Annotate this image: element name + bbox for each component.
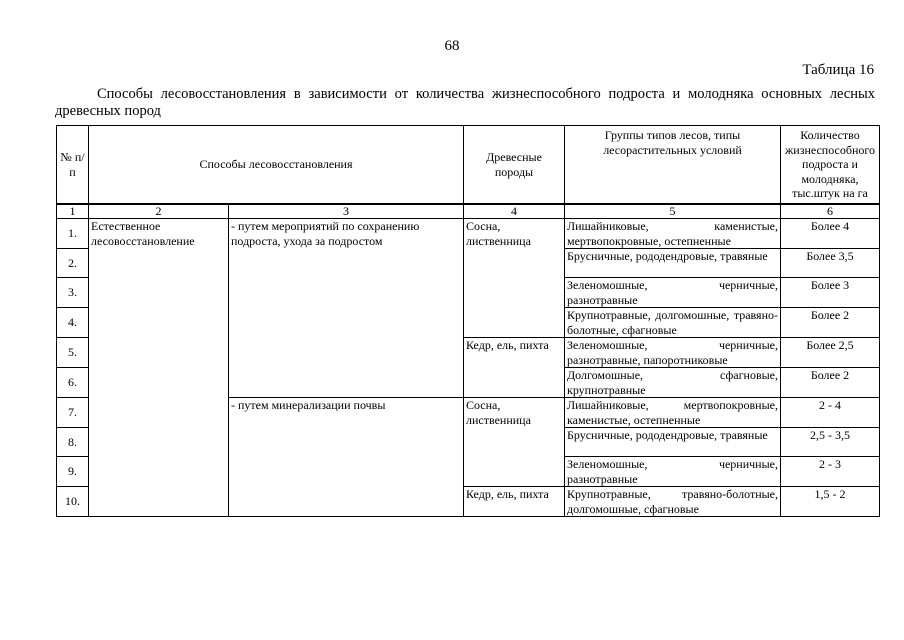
column-number: 5 xyxy=(565,204,781,219)
forest-group: Крупнотравные, травяно-болотные, долгомошные, сфагновые xyxy=(565,487,781,517)
forest-group: Брусничные, рододендровые, травяные xyxy=(565,428,781,457)
table-caption: Способы лесовосстановления в зависимости от количества жизнеспособного подроста и молодняка основных лесных древесных пород xyxy=(55,86,875,119)
forest-group: Зеленомошные, черничные, разнотравные, папоротниковые xyxy=(565,338,781,368)
forest-group: Лишайниковые, мертвопокровные, каменистые, остепненные xyxy=(565,398,781,428)
quantity-value: Более 2 xyxy=(781,368,880,398)
column-number: 1 xyxy=(57,204,89,219)
submethod: - путем мероприятий по сохранению подроста, ухода за подростом xyxy=(229,219,464,398)
forest-group: Брусничные, рододендровые, травяные xyxy=(565,249,781,278)
quantity-value: Более 3,5 xyxy=(781,249,880,278)
header-quantity: Количество жизнеспособного подроста и молодняка, тыс.штук на га xyxy=(781,126,880,205)
method-main: Естественное лесовосстановление xyxy=(89,219,229,517)
submethod: - путем минерализации почвы xyxy=(229,398,464,517)
forest-group: Лишайниковые, каменистые, мертвопокровные, остепненные xyxy=(565,219,781,249)
table-row xyxy=(57,219,880,249)
quantity-value: Более 2 xyxy=(781,308,880,338)
column-number: 4 xyxy=(464,204,565,219)
row-number: 6. xyxy=(57,368,89,398)
forest-group: Долгомошные, сфагновые, крупнотравные xyxy=(565,368,781,398)
species-cell: Сосна, лиственница xyxy=(464,398,565,487)
column-number: 6 xyxy=(781,204,880,219)
species-cell: Кедр, ель, пихта xyxy=(464,338,565,398)
column-number: 2 xyxy=(89,204,229,219)
row-number: 7. xyxy=(57,398,89,428)
row-number: 8. xyxy=(57,428,89,457)
header-num: № п/п xyxy=(57,126,89,205)
header-species: Древесные породы xyxy=(464,126,565,205)
quantity-value: Более 4 xyxy=(781,219,880,249)
quantity-value: 1,5 - 2 xyxy=(781,487,880,517)
species-cell: Сосна, лиственница xyxy=(464,219,565,338)
row-number: 2. xyxy=(57,249,89,278)
quantity-value: 2,5 - 3,5 xyxy=(781,428,880,457)
forest-group: Зеленомошные, черничные, разнотравные xyxy=(565,457,781,487)
quantity-value: 2 - 4 xyxy=(781,398,880,428)
header-row xyxy=(57,126,880,205)
column-number: 3 xyxy=(229,204,464,219)
page-number: 68 xyxy=(444,38,460,54)
quantity-value: 2 - 3 xyxy=(781,457,880,487)
row-number: 3. xyxy=(57,278,89,308)
row-number: 10. xyxy=(57,487,89,517)
table-label: Таблица 16 xyxy=(802,62,874,78)
row-number: 1. xyxy=(57,219,89,249)
quantity-value: Более 2,5 xyxy=(781,338,880,368)
row-number: 5. xyxy=(57,338,89,368)
column-number-row xyxy=(57,204,880,219)
forest-group: Крупнотравные, долгомошные, травяно-болотные, сфагновые xyxy=(565,308,781,338)
row-number: 4. xyxy=(57,308,89,338)
species-cell: Кедр, ель, пихта xyxy=(464,487,565,517)
header-groups: Группы типов лесов, типы лесорастительных условий xyxy=(565,126,781,205)
header-methods: Способы лесовосстановления xyxy=(89,126,464,205)
forest-group: Зеленомошные, черничные, разнотравные xyxy=(565,278,781,308)
quantity-value: Более 3 xyxy=(781,278,880,308)
row-number: 9. xyxy=(57,457,89,487)
reforestation-table xyxy=(56,125,880,517)
